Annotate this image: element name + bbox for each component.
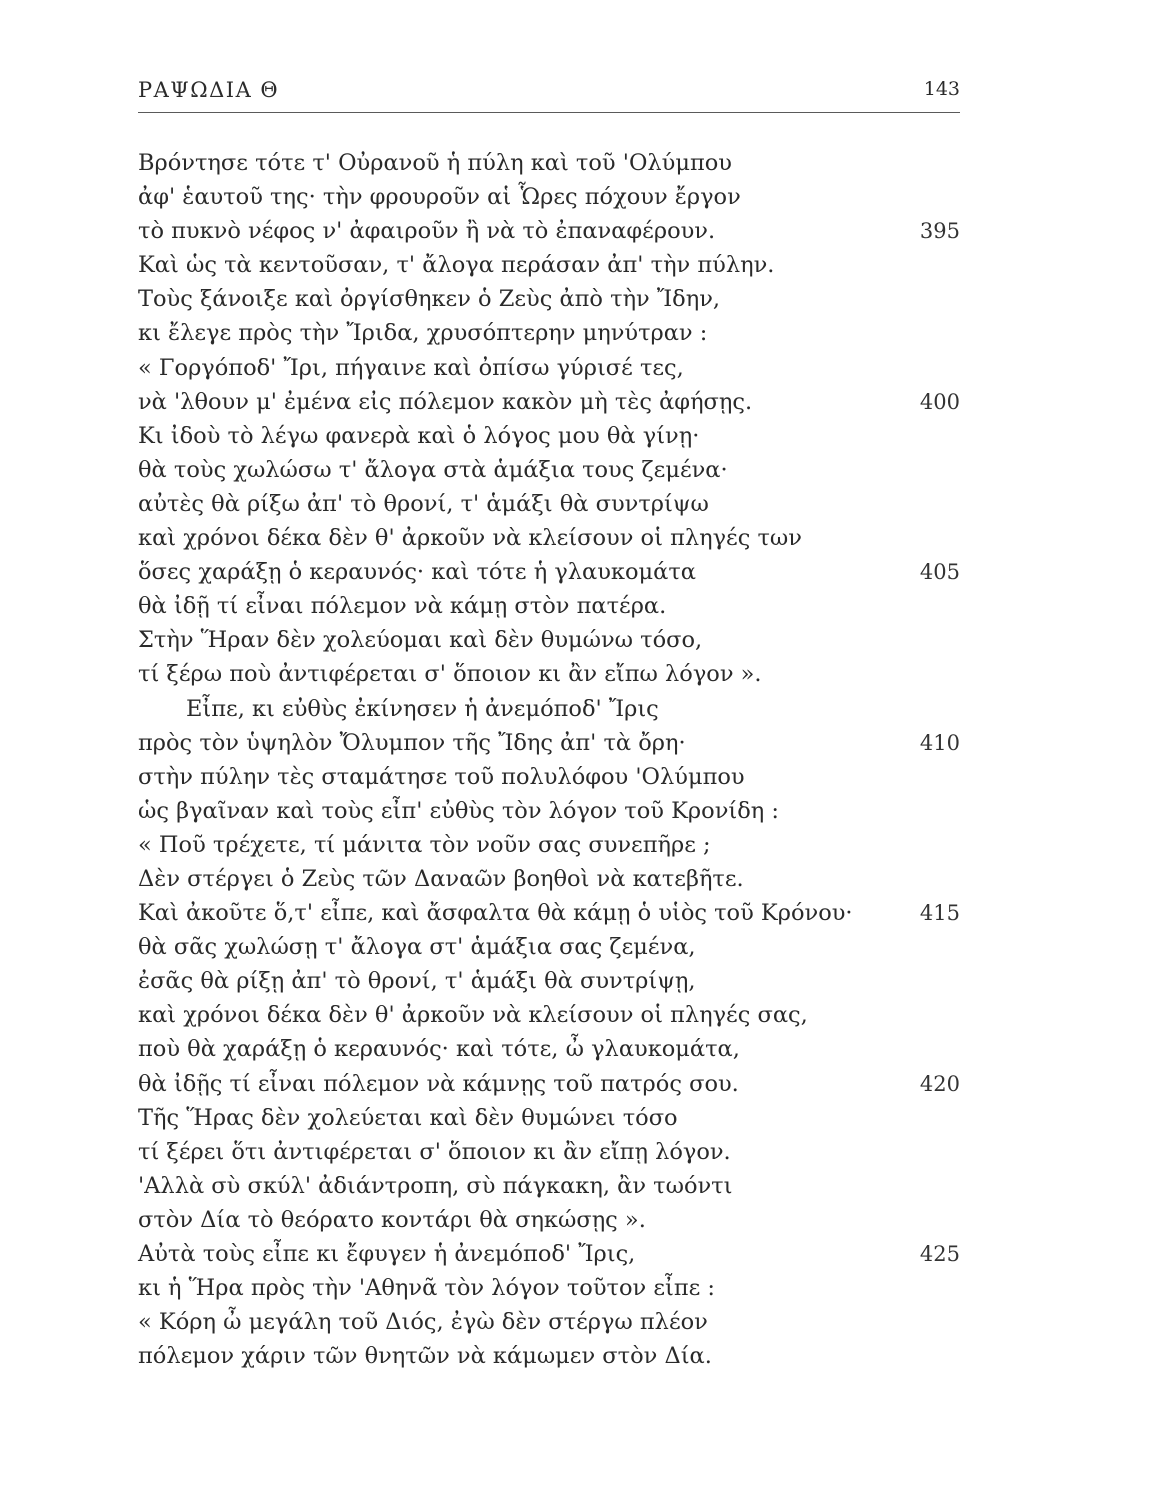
verse-line <box>138 487 960 521</box>
verse-line <box>138 623 960 657</box>
verse-text: θὰ ἰδῇ τί εἶναι πόλεμον νὰ κάμῃ στὸν πατέρα. <box>138 593 667 620</box>
verse-text: ὅσες χαράξῃ ὁ κεραυνός· καὶ τότε ἡ γλαυκομάτα <box>138 559 696 586</box>
verse-line <box>138 896 960 930</box>
verse-line <box>138 316 960 350</box>
verse-text: καὶ χρόνοι δέκα δὲν θ' ἀρκοῦν νὰ κλείσουν οἱ πληγές των <box>138 525 802 552</box>
line-number: 425 <box>919 1242 960 1266</box>
verse-line <box>138 657 960 691</box>
verse-text: πρὸς τὸν ὑψηλὸν Ὄλυμπον τῆς Ἴδης ἀπ' τὰ ὄρη· <box>138 729 686 756</box>
verse-line <box>138 794 960 828</box>
verse-text: θὰ τοὺς χωλώσω τ' ἄλογα στὰ ἁμάξια τους ζεμένα· <box>138 456 728 483</box>
verse-text: Εἶπε, κι εὐθὺς ἐκίνησεν ἡ ἀνεμόποδ' Ἴρις <box>186 695 659 722</box>
verse-line <box>138 1169 960 1203</box>
line-number: 405 <box>919 560 960 585</box>
verse-line <box>138 1067 960 1101</box>
verse-line <box>138 726 960 760</box>
running-title: ΡΑΨΩΔΙΑ Θ <box>138 78 280 102</box>
verse-line <box>138 1237 960 1271</box>
verse-line <box>138 828 960 862</box>
verse-text: ποὺ θὰ χαράξῃ ὁ κεραυνός· καὶ τότε, ὦ γλαυκομάτα, <box>138 1036 740 1063</box>
verse-line <box>138 862 960 896</box>
verse-text: στὴν πύλην τὲς σταμάτησε τοῦ πολυλόφου 'Ολύμπου <box>138 763 745 790</box>
verse-line <box>138 1271 960 1305</box>
verse-text: ἀφ' ἑαυτοῦ της· τὴν φρουροῦν αἱ Ὧρες πόχουν ἔργον <box>138 184 741 211</box>
verse-text: τί ξέρει ὅτι ἀντιφέρεται σ' ὅποιον κι ἂν εἴπῃ λόγον. <box>138 1138 731 1165</box>
verse-text: πόλεμον χάριν τῶν θνητῶν νὰ κάμωμεν στὸν Δία. <box>138 1343 712 1370</box>
verse-line <box>138 998 960 1032</box>
verse-line <box>138 692 960 726</box>
verse-text: Στὴν Ἥραν δὲν χολεύομαι καὶ δὲν θυμώνω τόσο, <box>138 627 703 654</box>
verse-line <box>138 760 960 794</box>
verse-line <box>138 282 960 316</box>
verse-text: καὶ χρόνοι δέκα δὲν θ' ἀρκοῦν νὰ κλείσουν οἱ πληγές σας, <box>138 1002 808 1029</box>
verse-text: « Ποῦ τρέχετε, τί μάνιτα τὸν νοῦν σας συνεπῆρε ; <box>138 831 711 858</box>
line-number: 400 <box>919 389 960 414</box>
verse-line <box>138 589 960 623</box>
verse-text: Τοὺς ξάνοιξε καὶ ὀργίσθηκεν ὁ Ζεὺς ἀπὸ τὴν Ἴδην, <box>138 286 721 313</box>
verse-text: κι ἔλεγε πρὸς τὴν Ἴριδα, χρυσόπτερην μηνύτραν : <box>138 320 708 347</box>
verse-text: Αὐτὰ τοὺς εἶπε κι ἔφυγεν ἡ ἀνεμόποδ' Ἴρις, <box>138 1241 636 1267</box>
verse-line <box>138 521 960 555</box>
verse-text: νὰ 'λθουν μ' ἐμένα εἰς πόλεμον κακὸν μὴ τὲς ἀφήσῃς. <box>138 388 753 415</box>
verse-text: αὐτὲς θὰ ρίξω ἀπ' τὸ θρονί, τ' ἁμάξι θὰ συντρίψω <box>138 490 709 517</box>
verse-text: « Κόρη ὦ μεγάλη τοῦ Διός, ἐγὼ δὲν στέργω πλέον <box>138 1309 708 1336</box>
verse-line <box>138 419 960 453</box>
verse-line <box>138 1032 960 1066</box>
verse-text: στὸν Δία τὸ θεόρατο κοντάρι θὰ σηκώσῃς ». <box>138 1206 646 1233</box>
poem-text <box>138 146 960 1373</box>
verse-text: 'Αλλὰ σὺ σκύλ' ἀδιάντροπη, σὺ πάγκακη, ἂν τωόντι <box>138 1172 733 1199</box>
page-header <box>138 78 960 112</box>
verse-line <box>138 1203 960 1237</box>
verse-text: Κι ἰδοὺ τὸ λέγω φανερὰ καὶ ὁ λόγος μου θὰ γίνῃ· <box>138 422 700 449</box>
verse-line <box>138 385 960 419</box>
verse-line <box>138 146 960 180</box>
verse-line <box>138 1101 960 1135</box>
verse-line <box>138 214 960 248</box>
verse-line <box>138 1305 960 1339</box>
line-number: 395 <box>919 219 960 244</box>
verse-text: Τῆς Ἥρας δὲν χολεύεται καὶ δὲν θυμώνει τόσο <box>138 1104 678 1131</box>
verse-text: Δὲν στέργει ὁ Ζεὺς τῶν Δαναῶν βοηθοὶ νὰ κατεβῆτε. <box>138 865 744 892</box>
verse-line <box>138 453 960 487</box>
header-rule <box>138 112 960 113</box>
verse-line <box>138 1339 960 1373</box>
verse-line <box>138 930 960 964</box>
verse-text: τὸ πυκνὸ νέφος ν' ἀφαιροῦν ἢ νὰ τὸ ἐπαναφέρουν. <box>138 218 716 245</box>
verse-text: ὡς βγαῖναν καὶ τοὺς εἶπ' εὐθὺς τὸν λόγον τοῦ Κρονίδη : <box>138 797 779 824</box>
verse-line <box>138 180 960 214</box>
verse-line <box>138 248 960 282</box>
verse-text: « Γοργόποδ' Ἴρι, πήγαινε καὶ ὀπίσω γύρισέ τες, <box>138 354 684 381</box>
verse-text: κι ἡ Ἥρα πρὸς τὴν 'Αθηνᾶ τὸν λόγον τοῦτον εἶπε : <box>138 1275 716 1302</box>
verse-text: Καὶ ὡς τὰ κεντοῦσαν, τ' ἄλογα περάσαν ἀπ' τὴν πύλην. <box>138 252 775 279</box>
line-number: 410 <box>919 730 960 755</box>
verse-text: Βρόντησε τότε τ' Οὐρανοῦ ἡ πύλη καὶ τοῦ 'Ολύμπου <box>138 150 732 176</box>
line-number: 420 <box>919 1071 960 1096</box>
verse-text: ἐσᾶς θὰ ρίξῃ ἀπ' τὸ θρονί, τ' ἁμάξι θὰ συντρίψῃ, <box>138 968 696 995</box>
line-number: 415 <box>919 901 960 926</box>
verse-text: θὰ σᾶς χωλώσῃ τ' ἄλογα στ' ἁμάξια σας ζεμένα, <box>138 934 696 961</box>
verse-text: τί ξέρω ποὺ ἀντιφέρεται σ' ὅποιον κι ἂν εἴπω λόγον ». <box>138 661 762 688</box>
verse-line <box>138 1135 960 1169</box>
verse-text: Καὶ ἀκοῦτε ὅ,τ' εἶπε, καὶ ἄσφαλτα θὰ κάμῃ ὁ υἱὸς τοῦ Κρόνου· <box>138 900 853 927</box>
verse-text: θὰ ἰδῇς τί εἶναι πόλεμον νὰ κάμνῃς τοῦ πατρός σου. <box>138 1070 739 1097</box>
page-number: 143 <box>923 78 960 100</box>
verse-line <box>138 351 960 385</box>
verse-line <box>138 964 960 998</box>
verse-line <box>138 555 960 589</box>
